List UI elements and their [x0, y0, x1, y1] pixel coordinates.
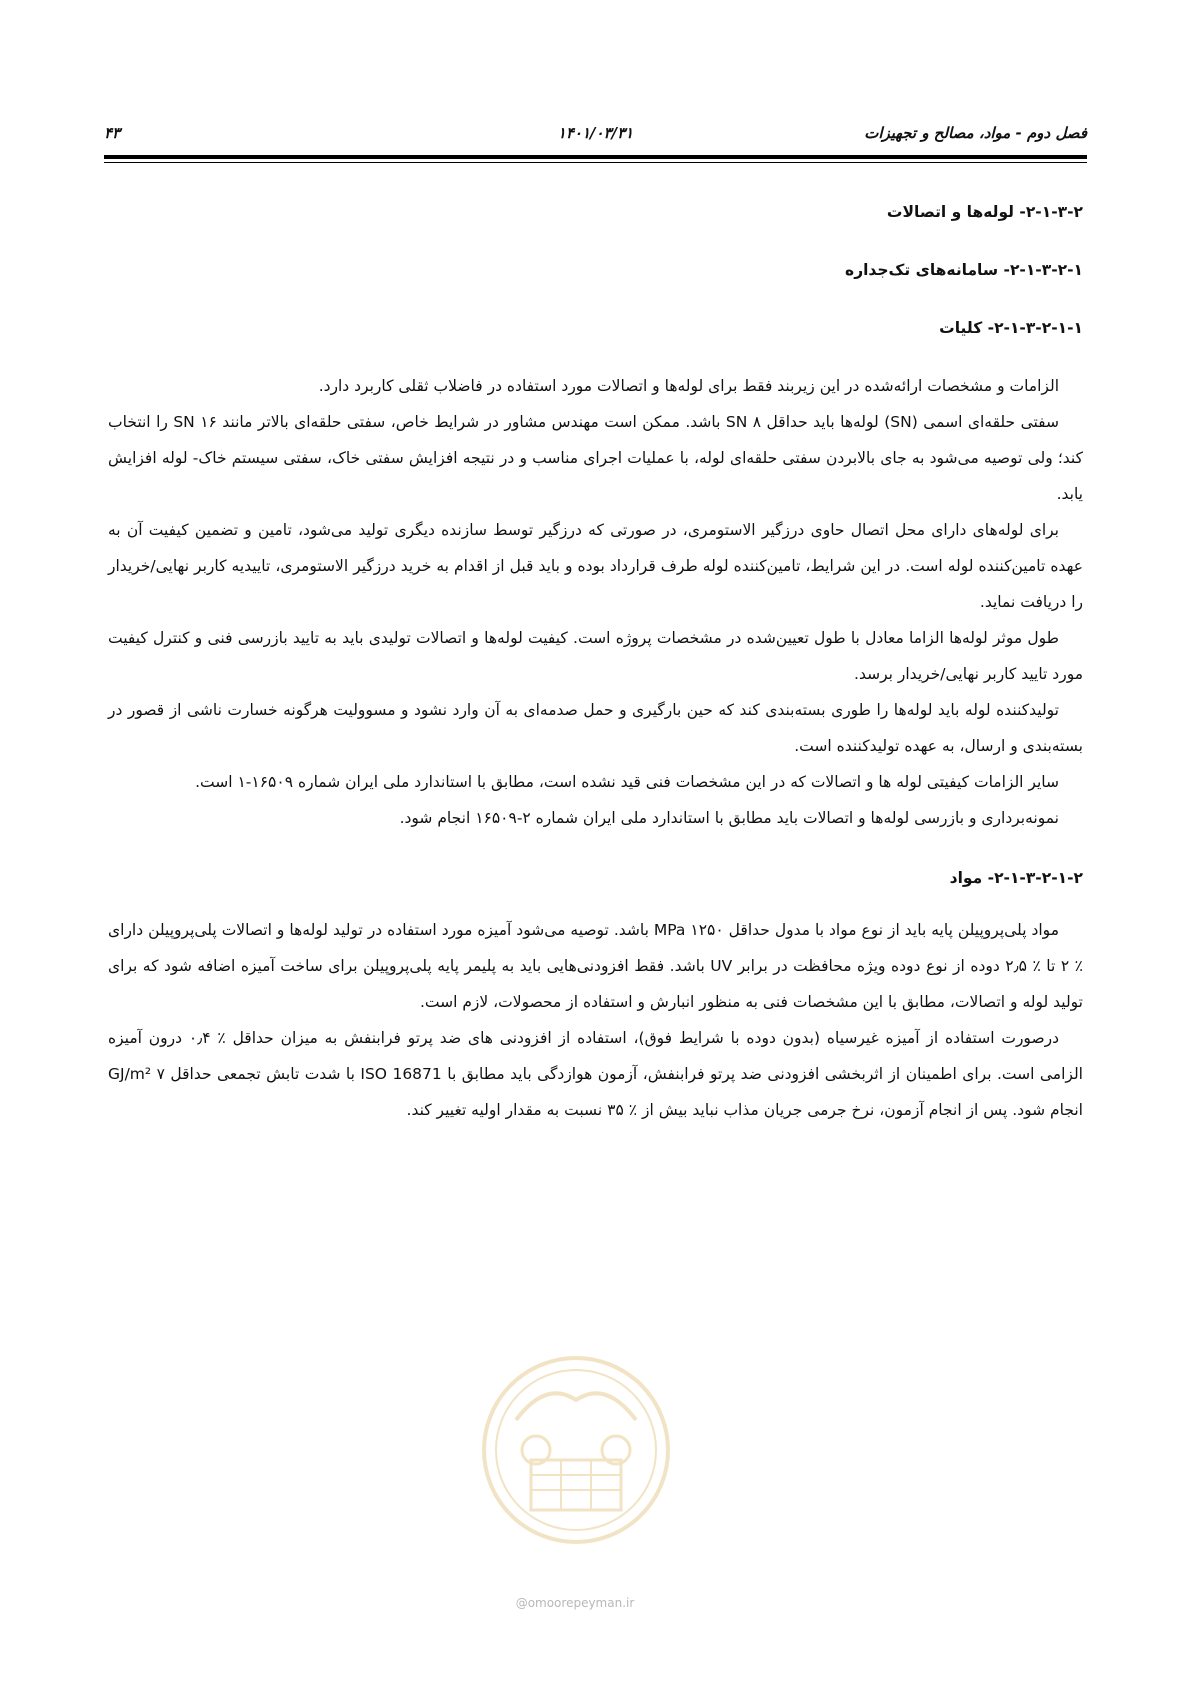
paragraph-effective-length: طول موثر لوله‌ها الزاما معادل با طول تعیین‌شده در مشخصات پروژه است. کیفیت لوله‌ها و اتصالات تولیدی باید به تایید بازرسی فنی و کنترل کیفیت مورد تایید کاربر نهایی/خریدار برسد.: [108, 629, 1083, 683]
paragraph-sampling: نمونه‌برداری و بازرسی لوله‌ها و اتصالات باید مطابق با استاندارد ملی ایران شماره ۲-۱۶۵۰۹ انجام شود.: [399, 809, 1059, 827]
paragraph-elastomeric-seal: برای لوله‌های دارای محل اتصال حاوی درزگیر الاستومری، در صورتی که درزگیر توسط سازنده دیگری تولید می‌شود، تامین و تضمین کیفیت آن به عهده تامین‌کننده لوله است. در این شرایط، تامین‌کننده لوله طرف قرارداد بوده و باید قبل از اقدام به خرید درزگیر الاستومری، تاییدیه کاربر نهایی/خریدار را دریافت نماید.: [108, 521, 1083, 611]
paragraph-uv-additives: درصورت استفاده از آمیزه غیرسیاه (بدون دوده با شرایط فوق)، استفاده از افزودنی های ضد پرتو فرابنفش به میزان حداقل ٪ ۰٫۴ درون آمیزه الزامی است. برای اطمینان از اثربخشی افزودنی ضد پرتو فرابنفش، آزمون هوازدگی باید مطابق با ISO 16871 با شدت تابش تجمعی حداقل ۷ GJ/m² انجام شود. پس از انجام آزمون، نرخ جرمی جریان مذاب نباید بیش از ٪ ۳۵ نسبت به مقدار اولیه تغییر کند.: [108, 1029, 1083, 1119]
page-number: ۴۳: [104, 124, 121, 142]
heading-general: ۲-۱-۳-۲-۱-۱- کلیات: [939, 319, 1083, 337]
watermark-url: @omoorepeyman.ir: [515, 1596, 635, 1610]
document-date: ۱۴۰۱/۰۳/۳۱: [557, 124, 634, 142]
heading-single-wall-systems: ۲-۱-۳-۲-۱- سامانه‌های تک‌جداره: [845, 261, 1083, 279]
paragraph-ring-stiffness: سفتی حلقه‌ای اسمی (SN) لوله‌ها باید حداقل SN ۸ باشد. ممکن است مهندس مشاور در شرایط خاص، سفتی حلقه‌ای بالاتر مانند SN ۱۶ را انتخاب کند؛ ولی توصیه می‌شود به جای بالابردن سفتی حلقه‌ای لوله، با عملیات اجرای مناسب و در نتیجه افزایش سفتی خاک، سفتی سیستم خاک- لوله افزایش یابد.: [108, 413, 1083, 503]
heading-materials: ۲-۱-۳-۲-۱-۲- مواد: [949, 869, 1083, 887]
document-body: [108, 200, 1083, 1128]
chapter-title: فصل دوم - مواد، مصالح و تجهیزات: [864, 124, 1087, 142]
paragraph-polypropylene: مواد پلی‌پروپیلن پایه باید از نوع مواد با مدول حداقل MPa ۱۲۵۰ باشد. توصیه می‌شود آمیزه مورد استفاده در تولید لوله‌ها و اتصالات پلی‌پروپیلن دارای ٪ ۲ تا ٪ ۲٫۵ دوده از نوع دوده ویژه محافظت در برابر UV باشد. فقط افزودنی‌هایی باید به پلیمر پایه پلی‌پروپیلن برای ساخت آمیزه اضافه شود که برای تولید لوله و اتصالات، مطابق با این مشخصات فنی به منظور انبارش و استفاده از محصولات، لازم است.: [108, 921, 1083, 1011]
heading-pipes-fittings: ۲-۱-۳-۲- لوله‌ها و اتصالات: [886, 203, 1083, 221]
paragraph-other-requirements: سایر الزامات کیفیتی لوله ها و اتصالات که در این مشخصات فنی قید نشده است، مطابق با استاندارد ملی ایران شماره ۱۶۵۰۹-۱ است.: [195, 773, 1059, 791]
watermark-logo: [476, 1350, 676, 1550]
paragraph-packaging: تولیدکننده لوله باید لوله‌ها را طوری بسته‌بندی کند که حین بارگیری و حمل صدمه‌ای به آن وارد نشود و مسوولیت هرگونه خسارت ناشی از قصور در بسته‌بندی و ارسال، به عهده تولیدکننده است.: [108, 701, 1083, 755]
header-rule-thick: [104, 155, 1087, 159]
paragraph-scope: الزامات و مشخصات ارائه‌شده در این زیربند فقط برای لوله‌ها و اتصالات مورد استفاده در فاضلاب ثقلی کاربرد دارد.: [318, 377, 1059, 395]
page-header: [104, 124, 1087, 148]
header-rule-thin: [104, 162, 1087, 163]
